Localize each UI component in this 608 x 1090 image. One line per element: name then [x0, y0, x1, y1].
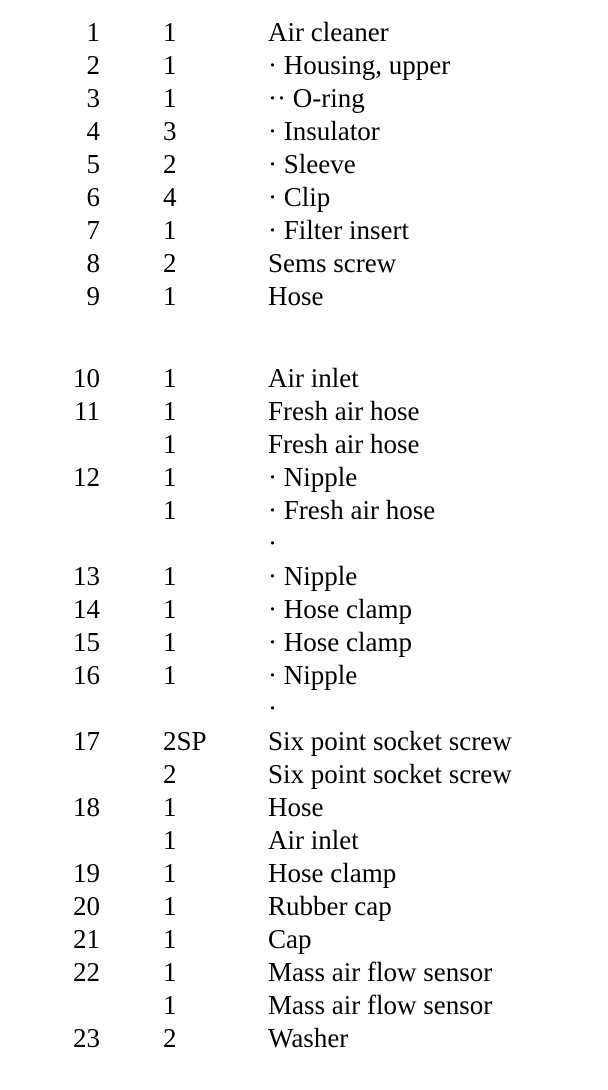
item-quantity: 1	[163, 957, 177, 987]
item-number: 8	[86, 248, 100, 278]
item-description: · Hose clamp	[268, 594, 412, 624]
part-row	[0, 362, 608, 395]
part-row	[0, 956, 608, 989]
part-row	[0, 214, 608, 247]
item-description: · Clip	[268, 182, 331, 212]
item-quantity: 1	[163, 660, 177, 690]
item-description: · Filter insert	[268, 215, 409, 245]
item-quantity: 1	[163, 825, 177, 855]
item-quantity: 1	[163, 17, 177, 47]
item-description: Rubber cap	[268, 891, 392, 921]
item-number: 16	[73, 660, 100, 690]
item-description: Hose clamp	[268, 858, 397, 888]
item-quantity: 1	[163, 429, 177, 459]
item-quantity: 1	[163, 858, 177, 888]
item-quantity: 1	[163, 594, 177, 624]
item-description: Six point socket screw	[268, 759, 512, 789]
item-description: · Housing, upper	[268, 50, 451, 80]
item-description: Six point socket screw	[268, 726, 512, 756]
item-description: Air inlet	[268, 825, 359, 855]
item-quantity: 2	[163, 149, 177, 179]
item-quantity: 2	[163, 759, 177, 789]
item-number: 15	[73, 627, 100, 657]
part-row	[0, 1022, 608, 1055]
part-row	[0, 890, 608, 923]
item-description: Air inlet	[268, 363, 359, 393]
item-quantity: 1	[163, 281, 177, 311]
part-row	[0, 692, 608, 725]
part-row	[0, 659, 608, 692]
part-row	[0, 593, 608, 626]
item-description: Hose	[268, 792, 324, 822]
part-row	[0, 247, 608, 280]
item-quantity: 1	[163, 990, 177, 1020]
part-row	[0, 115, 608, 148]
item-description: Mass air flow sensor	[268, 990, 493, 1020]
part-row	[0, 527, 608, 560]
part-row	[0, 49, 608, 82]
item-quantity: 4	[163, 182, 177, 212]
item-quantity: 1	[163, 396, 177, 426]
item-quantity: 1	[163, 561, 177, 591]
item-number: 3	[86, 83, 100, 113]
item-quantity: 1	[163, 495, 177, 525]
part-row	[0, 181, 608, 214]
part-row	[0, 725, 608, 758]
item-quantity: 1	[163, 215, 177, 245]
item-number: 1	[86, 17, 100, 47]
part-row	[0, 395, 608, 428]
item-quantity: 1	[163, 83, 177, 113]
part-row	[0, 461, 608, 494]
section-gap	[0, 313, 608, 362]
part-row	[0, 16, 608, 49]
part-row	[0, 494, 608, 527]
item-description: · Nipple	[268, 561, 358, 591]
item-description: Hose	[268, 281, 324, 311]
item-number: 4	[86, 116, 100, 146]
item-description: Air cleaner	[268, 17, 389, 47]
item-description: Sems screw	[268, 248, 397, 278]
item-quantity: 1	[163, 627, 177, 657]
item-description: ·	[268, 693, 277, 723]
part-row	[0, 82, 608, 115]
parts-list	[0, 16, 608, 1055]
item-number: 7	[86, 215, 100, 245]
item-number: 18	[73, 792, 100, 822]
item-description: Fresh air hose	[268, 396, 420, 426]
item-number: 19	[73, 858, 100, 888]
item-quantity: 1	[163, 792, 177, 822]
item-description: · Fresh air hose	[268, 495, 436, 525]
item-number: 11	[74, 396, 100, 426]
item-number: 13	[73, 561, 100, 591]
item-quantity: 2	[163, 248, 177, 278]
item-description: ·· O-ring	[268, 83, 365, 113]
item-quantity: 1	[163, 50, 177, 80]
item-description: Mass air flow sensor	[268, 957, 493, 987]
item-description: · Nipple	[268, 462, 358, 492]
part-row	[0, 923, 608, 956]
item-number: 9	[86, 281, 100, 311]
item-number: 6	[86, 182, 100, 212]
item-quantity: 1	[163, 924, 177, 954]
part-row	[0, 626, 608, 659]
item-number: 23	[73, 1023, 100, 1053]
item-description: · Sleeve	[268, 149, 356, 179]
item-number: 5	[86, 149, 100, 179]
part-row	[0, 280, 608, 313]
item-description: Fresh air hose	[268, 429, 420, 459]
item-description: · Nipple	[268, 660, 358, 690]
part-row	[0, 560, 608, 593]
item-number: 17	[73, 726, 100, 756]
item-quantity: 1	[163, 363, 177, 393]
part-row	[0, 824, 608, 857]
part-row	[0, 857, 608, 890]
item-number: 2	[86, 50, 100, 80]
item-description: · Hose clamp	[268, 627, 412, 657]
item-quantity: 1	[163, 462, 177, 492]
part-row	[0, 791, 608, 824]
part-row	[0, 148, 608, 181]
item-quantity: 2	[163, 1023, 177, 1053]
item-number: 21	[73, 924, 100, 954]
item-quantity: 1	[163, 891, 177, 921]
part-row	[0, 428, 608, 461]
part-row	[0, 758, 608, 791]
item-quantity: 2SP	[163, 726, 207, 756]
item-number: 12	[73, 462, 100, 492]
item-number: 22	[73, 957, 100, 987]
item-description: Washer	[268, 1023, 349, 1053]
item-description: ·	[268, 528, 277, 558]
item-description: · Insulator	[268, 116, 380, 146]
item-number: 10	[73, 363, 100, 393]
item-quantity: 3	[163, 116, 177, 146]
item-description: Cap	[268, 924, 312, 954]
item-number: 20	[73, 891, 100, 921]
part-row	[0, 989, 608, 1022]
item-number: 14	[73, 594, 100, 624]
